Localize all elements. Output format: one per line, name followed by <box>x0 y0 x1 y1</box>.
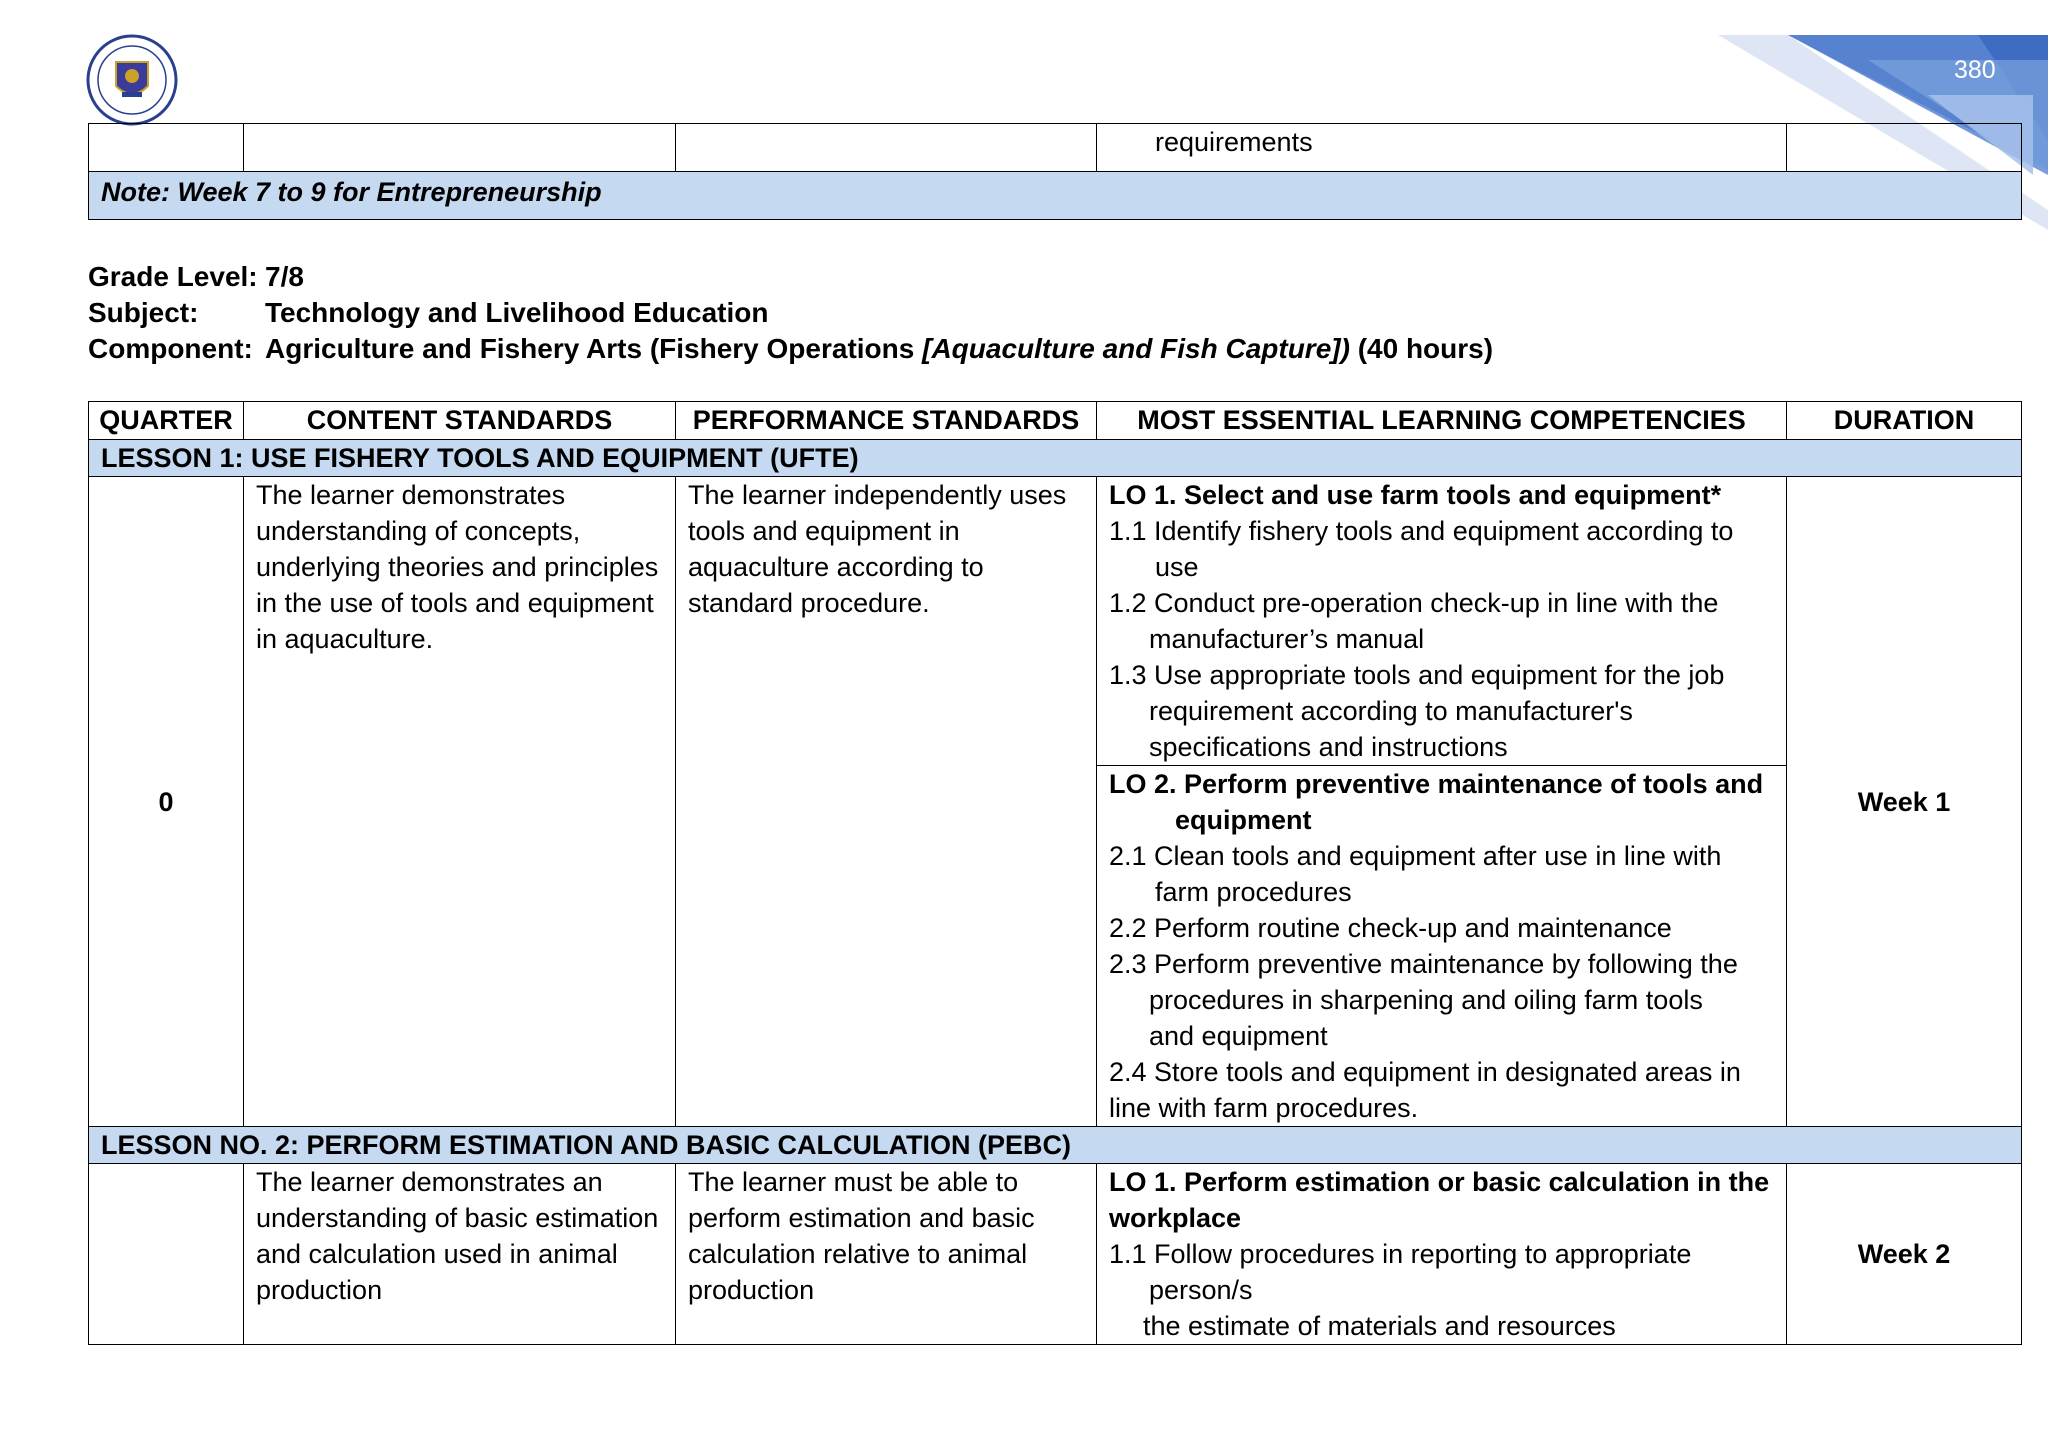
competency-item-cont: farm procedures <box>1155 877 1352 907</box>
competency-item-cont: use <box>1155 552 1199 582</box>
competency-item-cont: the estimate of materials and resources <box>1143 1311 1616 1341</box>
competency-item: 2.1 Clean tools and equipment after use in line with <box>1109 841 1722 871</box>
competency-item: 2.2 Perform routine check-up and maintenance <box>1109 913 1672 943</box>
competency-item-cont: person/s <box>1149 1275 1253 1305</box>
competency-item: 2.4 Store tools and equipment in designated areas in <box>1109 1057 1741 1087</box>
component-value: Agriculture and Fishery Arts (Fishery Operations [Aquaculture and Fish Capture]) (40 hours) <box>265 333 1494 364</box>
lesson1-duration: Week 1 <box>1787 477 2022 1127</box>
entrepreneurship-note: Note: Week 7 to 9 for Entrepreneurship <box>89 172 2022 220</box>
lesson2-content-standard: The learner demonstrates an understanding of basic estimation and calculation used in animal production <box>244 1164 676 1345</box>
header-duration: DURATION <box>1787 402 2022 440</box>
curriculum-table <box>88 401 2022 1345</box>
requirements-cell: requirements <box>1097 124 1787 172</box>
lesson1-lo1-title: LO 1. Select and use farm tools and equipment* <box>1109 480 1722 510</box>
competency-item: 1.1 Follow procedures in reporting to appropriate <box>1109 1239 1692 1269</box>
lesson1-lo2-title-cont: equipment <box>1175 805 1312 835</box>
empty-cell <box>244 124 676 172</box>
lesson2-title: LESSON NO. 2: PERFORM ESTIMATION AND BASIC CALCULATION (PEBC) <box>89 1127 2022 1164</box>
lesson1-performance-standard: The learner independently uses tools and equipment in aquaculture according to standard procedure. <box>676 477 1097 1127</box>
competency-item-cont: manufacturer’s manual <box>1149 624 1425 654</box>
empty-cell <box>1787 124 2022 172</box>
curriculum-meta <box>88 259 1493 367</box>
subject-value: Technology and Livelihood Education <box>265 297 769 328</box>
grade-value: 7/8 <box>265 261 304 292</box>
lesson1-lo2-title: LO 2. Perform preventive maintenance of tools and <box>1109 769 1764 799</box>
lo2-divider <box>1097 765 1786 1126</box>
header-melc: MOST ESSENTIAL LEARNING COMPETENCIES <box>1097 402 1787 440</box>
empty-cell <box>676 124 1097 172</box>
component-label: Component: <box>88 333 253 364</box>
competency-item-cont: specifications and instructions <box>1149 732 1508 762</box>
competency-item: 1.3 Use appropriate tools and equipment for the job <box>1109 660 1725 690</box>
competency-item: 1.1 Identify fishery tools and equipment according to <box>1109 516 1734 546</box>
lesson1-quarter: 0 <box>89 477 244 1127</box>
empty-cell <box>89 124 244 172</box>
competency-item-cont: requirement according to manufacturer's <box>1149 696 1633 726</box>
lesson2-performance-standard: The learner must be able to perform estimation and basic calculation relative to animal production <box>676 1164 1097 1345</box>
page-number: 380 <box>1954 56 1996 84</box>
competency-item-cont: procedures in sharpening and oiling farm tools <box>1149 985 1703 1015</box>
lesson2-lo1-title: LO 1. Perform estimation or basic calculation in the workplace <box>1109 1167 1770 1233</box>
lesson1-content-standard: The learner demonstrates understanding of concepts, underlying theories and principles in the use of tools and equipment in aquaculture. <box>244 477 676 1127</box>
header-performance-standards: PERFORMANCE STANDARDS <box>676 402 1097 440</box>
lesson2-competencies <box>1097 1164 1787 1345</box>
header-content-standards: CONTENT STANDARDS <box>244 402 676 440</box>
competency-item: 1.2 Conduct pre-operation check-up in line with the <box>1109 588 1719 618</box>
competency-item-cont: and equipment <box>1149 1021 1328 1051</box>
competency-item: 2.3 Perform preventive maintenance by following the <box>1109 949 1738 979</box>
lesson1-competencies <box>1097 477 1787 1127</box>
header-quarter: QUARTER <box>89 402 244 440</box>
subject-label: Subject: <box>88 297 199 328</box>
competency-item-cont: line with farm procedures. <box>1109 1093 1419 1123</box>
grade-label: Grade Level: <box>88 261 258 292</box>
lesson2-quarter <box>89 1164 244 1345</box>
deped-seal-logo <box>86 34 178 126</box>
lesson1-title: LESSON 1: USE FISHERY TOOLS AND EQUIPMENT (UFTE) <box>89 440 2022 477</box>
lesson2-duration: Week 2 <box>1787 1164 2022 1345</box>
continued-table <box>88 123 2022 220</box>
